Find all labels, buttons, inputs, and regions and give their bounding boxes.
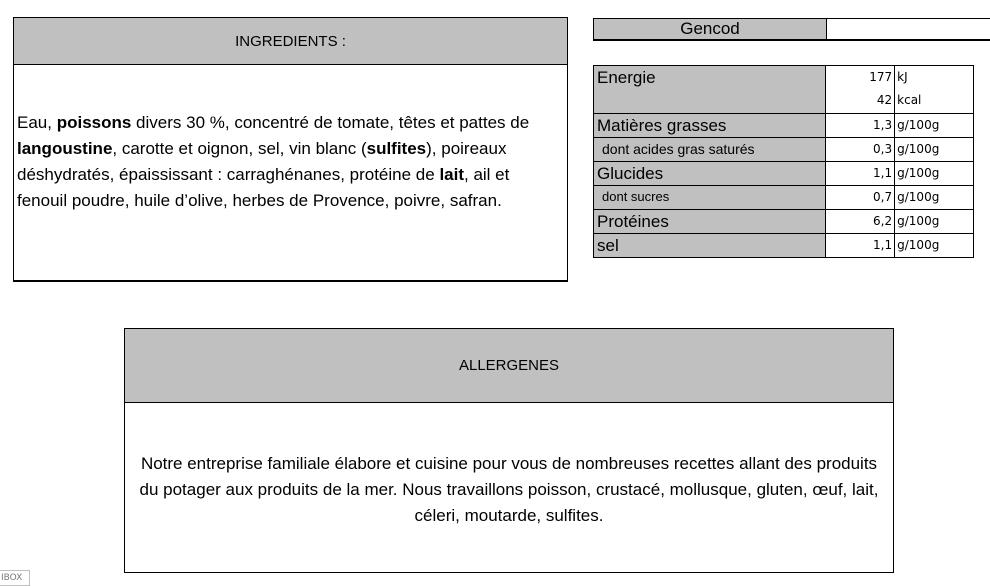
gencod-value-cell — [827, 19, 990, 39]
nutrition-unit: g/100g — [895, 114, 974, 138]
ingredients-header — [13, 17, 568, 65]
allergens-header — [124, 328, 894, 403]
nutrition-unit: g/100g — [895, 234, 974, 258]
ingredients-header-label: INGREDIENTS : — [235, 32, 346, 50]
ingredient-segment: ), poireaux déshydratés, épaississant : carraghénanes, protéine de — [17, 139, 507, 184]
nutrition-unit: g/100g — [895, 186, 974, 210]
nutrition-value: 1,1 — [826, 234, 895, 258]
nutrition-value: 0,7 — [826, 186, 895, 210]
nutrition-label: Glucides — [594, 162, 826, 186]
energy-kcal-unit: kcal — [897, 93, 922, 107]
energy-kj-unit: kJ — [897, 70, 908, 84]
nutrition-value: 0,3 — [826, 138, 895, 162]
nutrition-label: dont sucres — [594, 186, 826, 210]
energy-kj-value: 177 — [869, 70, 893, 84]
ingredients-text — [13, 64, 568, 282]
nutrition-label: Matières grasses — [594, 114, 826, 138]
nutrition-value — [826, 66, 895, 114]
nutrition-row-saturated — [594, 138, 974, 162]
ingredient-segment: Eau, — [17, 113, 57, 132]
nutrition-label: Protéines — [594, 210, 826, 234]
gencod-row — [593, 18, 990, 41]
nutrition-row-fat — [594, 114, 974, 138]
nutrition-unit: g/100g — [895, 162, 974, 186]
ingredient-segment: divers 30 %, concentré de tomate, têtes et pattes de — [131, 113, 530, 132]
ingredient-allergen-poissons: poissons — [56, 113, 132, 132]
ingredient-allergen-sulfites: sulfites — [366, 139, 427, 158]
ingredient-segment: , carotte et oignon, sel, vin blanc ( — [112, 139, 367, 158]
nutrition-unit: g/100g — [895, 138, 974, 162]
nutrition-table — [593, 65, 974, 258]
energy-kcal-value: 42 — [876, 93, 893, 107]
nutrition-unit: g/100g — [895, 210, 974, 234]
allergens-text: Notre entreprise familiale élabore et cuisine pour vous de nombreuses recettes allant des produits du potager aux produits de la mer. Nous travaillons poisson, crustacé, mollusque, gluten, œuf, lait, céleri, moutarde, sulfites. — [124, 402, 894, 573]
ingredient-segment: , ail et fenouil poudre, huile d’olive, herbes de Provence, poivre, safran. — [17, 165, 510, 210]
nutrition-row-energy — [594, 66, 974, 114]
nutrition-label: Energie — [594, 66, 826, 114]
gencod-label: Gencod — [594, 19, 827, 39]
nutrition-row-salt — [594, 234, 974, 258]
nutrition-unit — [895, 66, 974, 114]
ingredient-allergen-langoustine: langoustine — [17, 139, 113, 158]
nutrition-value: 1,1 — [826, 162, 895, 186]
nutrition-label: dont acides gras saturés — [594, 138, 826, 162]
nutrition-value: 6,2 — [826, 210, 895, 234]
nutrition-value: 1,3 — [826, 114, 895, 138]
nutrition-label: sel — [594, 234, 826, 258]
ingredient-allergen-lait: lait — [439, 165, 464, 184]
nutrition-row-carbs — [594, 162, 974, 186]
allergens-header-label: ALLERGENES — [458, 357, 560, 374]
nutrition-row-sugars — [594, 186, 974, 210]
nutrition-row-protein — [594, 210, 974, 234]
corner-tag: IBOX — [0, 570, 30, 586]
